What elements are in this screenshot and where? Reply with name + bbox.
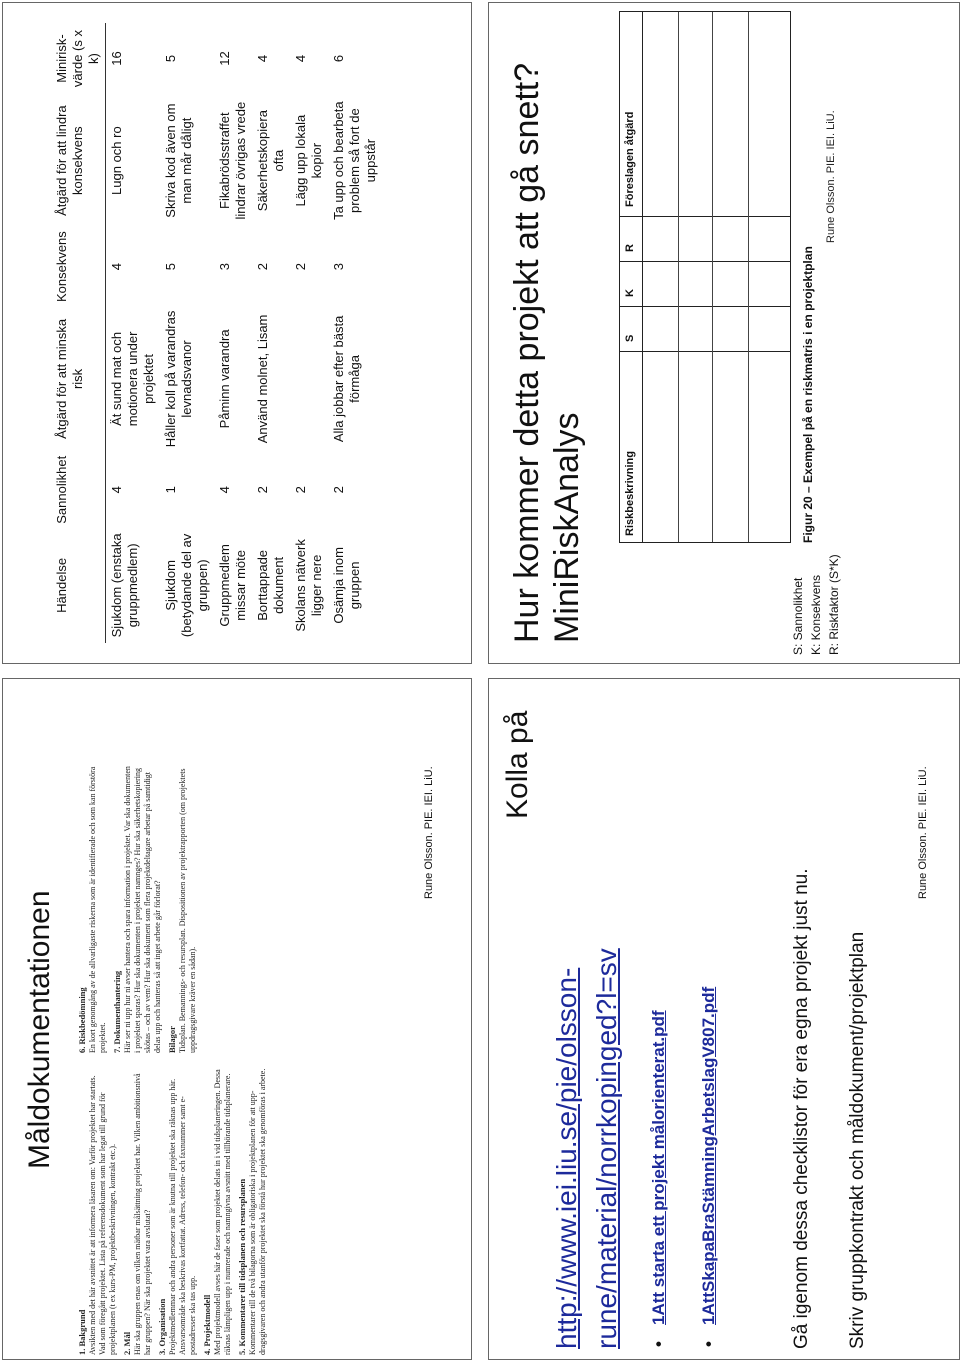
cell-value: 4	[293, 54, 308, 63]
doc-section-heading: 4. Projektmodell	[202, 1294, 212, 1355]
instruction-text: Skriv gruppkontrakt och måldokument/projektplan	[847, 931, 868, 1349]
grid-line	[620, 306, 790, 307]
cell-mitigate: Lägg upp lokala kopior	[293, 114, 324, 207]
header-consequence: Konsekvens	[51, 227, 106, 306]
cell-value: 5	[163, 54, 178, 63]
cell-mitigate: Säkerhetskopiera ofta	[255, 110, 286, 212]
cell-mitigate: Skriva kod även om man mår dåligt	[163, 103, 194, 218]
cell-probability: 1	[163, 486, 178, 494]
pdf-link-item[interactable]	[699, 987, 719, 1347]
cell-consequence: 2	[293, 263, 308, 271]
doc-section-text: Kommentarer till de två bilagorna som är obligatoriska i projektplanen för att upp-dragsgivaren och andra utanför projektet ska förstå hur projektet ska genomföras i arbete.	[248, 1068, 267, 1355]
cell-action: Alla jobbar efter bästa förmåga	[331, 315, 362, 443]
doc-section-heading: 5. Kommentarer till tidsplanen och resursplanen	[237, 1178, 247, 1355]
cell-event: Sjukdom (enstaka gruppmedlem)	[109, 533, 140, 638]
slide-maldokumentationen	[2, 678, 472, 1360]
doc-section-text: En kort genomgång av de allvarligaste riskerna som är identifierade och som kan förstöra projektet.	[88, 766, 107, 1053]
cell-action: Påminn varandra	[217, 329, 232, 429]
cell-mitigate: Fikabrödsstraffet lindrar övrigas vrede	[217, 101, 248, 220]
cell-mitigate: Ta upp och bearbeta problem så fort de uppstår	[331, 101, 378, 220]
slide-title: Hur kommer detta projekt att gå snett? MiniRiskAnalys	[508, 62, 586, 643]
slide-footer: Rune Olsson. PIE. IEI. LiU.	[917, 766, 929, 899]
pdf-link-item[interactable]	[649, 1010, 669, 1347]
cell-probability: 2	[255, 486, 270, 494]
header-probability: Sannolikhet	[51, 452, 106, 528]
legend-item: R: Riskfaktor (S*K)	[827, 554, 841, 655]
doc-section-heading: 6. Riskbedömning	[77, 987, 87, 1053]
grid-line	[620, 261, 790, 262]
cell-event: Gruppmedlem missar möte	[217, 544, 248, 627]
legend	[789, 554, 843, 655]
cell-action	[290, 306, 328, 452]
slide-footer: Rune Olsson. PIE. IEI. LiU.	[423, 766, 435, 899]
cell-value: 12	[217, 51, 232, 66]
grid-line	[748, 12, 749, 542]
table-row	[290, 23, 328, 643]
header-risk-description: Riskbeskrivning	[624, 451, 636, 536]
risk-matrix-header	[620, 12, 643, 542]
doc-section-text: Avsikten med det här avsnittet är att informera läsaren om: Varför projektet har startats. Vad som föregått projektet. Lista på referensdokument som har legat till grund för projektplanen (t ex kurs-PM, projektbeskrivningen, kontrakt etc.).	[88, 1075, 117, 1355]
doc-section-text: Projektmedlemmar och andra personer som är knutna till projektet ska räknas upp här. Ansvarsområde ska beskrivas kortfattat. Adress, telefon- och faxnummer samt e-postadresser ska tas upp.	[168, 1078, 197, 1355]
pdf-link-label[interactable]: 1Att starta ett projekt målorienterat.pdf	[649, 1010, 668, 1325]
header-action-reduce: Åtgärd för att minska risk	[51, 306, 106, 452]
slide-title: Måldokumentationen	[23, 890, 56, 1169]
legend-item: K: Konsekvens	[809, 574, 823, 655]
cell-probability: 4	[109, 486, 124, 494]
figure-caption: Figur 20 – Exempel på en riskmatris i en projektplan	[801, 246, 815, 543]
cell-action: Använd molnet, Lisam	[255, 314, 270, 444]
table-row	[106, 23, 161, 643]
header-value: Minirisk-värde (s x k)	[51, 23, 106, 94]
cell-value: 4	[255, 54, 270, 63]
risk-matrix-form	[619, 11, 791, 543]
header-proposed-action: Föreslagen åtgärd	[624, 111, 636, 207]
slide-risk-table	[2, 2, 472, 664]
cell-consequence: 3	[217, 263, 232, 271]
pdf-link-label[interactable]: 1AttSkapaBraStämningArbetslagV807.pdf	[699, 986, 718, 1325]
risk-table	[51, 23, 382, 643]
grid-line	[678, 12, 679, 542]
grid-line	[620, 351, 790, 352]
bullet-icon: •	[649, 1341, 668, 1347]
cell-action: Ät sund mat och motionera under projektet	[109, 331, 156, 427]
cell-event: Sjukdom (betydande del av gruppen)	[163, 533, 210, 638]
cell-value: 6	[331, 54, 346, 63]
doc-section-heading: 7. Dokumenthantering	[112, 970, 122, 1053]
slide-mini-risk-analysis	[488, 2, 960, 664]
header-r: R	[624, 244, 636, 252]
table-row	[252, 23, 290, 643]
legend-item: S: Sannolikhet	[791, 577, 805, 655]
table-row	[328, 23, 382, 643]
slide-footer: Rune Olsson. PIE. IEI. LiU.	[825, 110, 837, 243]
cell-probability: 2	[331, 486, 346, 494]
table-row	[160, 23, 214, 643]
cell-event: Osämja inom gruppen	[331, 547, 362, 624]
cell-consequence: 2	[255, 263, 270, 271]
risk-table-header-row	[51, 23, 106, 643]
doc-section-heading: 3. Organisation	[157, 1298, 167, 1355]
cell-event: Borttappade dokument	[255, 549, 286, 621]
document-column-right	[73, 763, 198, 1053]
cell-probability: 4	[217, 486, 232, 494]
table-row	[214, 23, 252, 643]
material-url-link[interactable]: http://www.iei.liu.se/pie/olsson-rune/material/norrkopinged?l=sv	[551, 948, 622, 1349]
document-column-left	[73, 1065, 268, 1355]
cell-action: Håller koll på varandras levnadsvanor	[163, 310, 194, 448]
header-action-mitigate: Åtgärd för att lindra konsekvens	[51, 94, 106, 227]
cell-mitigate: Lugn och ro	[109, 126, 124, 195]
doc-section-text: Här ska gruppen enas om vilken mätbar målsättning projektet har. Vilken ambitionsnivå har gruppen? När ska projektet vara avslutat?	[133, 1073, 152, 1355]
cell-consequence: 3	[331, 263, 346, 271]
bullet-icon: •	[699, 1341, 718, 1347]
grid-line	[620, 216, 790, 217]
grid-line	[712, 12, 713, 542]
cell-consequence: 4	[109, 263, 124, 271]
doc-section-text: Här ser ni upp hur ni avser hantera och spara information i projektet. Var ska dokumenten i projektet sparas? Hur ska dokumenten i projektet namnges? Hur ska säkerhetskopiering skötas – och av vem? Hur ska dokument som flera projektdeltagare arbetar på samtidigt delas upp och hanteras så att inget arbete går förlorat?	[123, 766, 162, 1053]
slide-kolla-pa	[488, 678, 960, 1360]
slide-heading: Kolla på	[501, 710, 534, 819]
header-s: S	[624, 334, 636, 342]
cell-consequence: 5	[163, 263, 178, 271]
cell-probability: 2	[293, 486, 308, 494]
doc-section-heading: 1. Bakgrund	[77, 1309, 87, 1355]
instruction-text: Gå igenom dessa checklistor för era egna projekt just nu.	[791, 868, 812, 1349]
cell-event: Skolans nätverk ligger nere	[293, 539, 324, 632]
doc-section-text: Tidsplan. Bemannings- och resursplan. Dispositionen av projektrapporten (om projektets uppdragsgivare kräver en sådan).	[178, 768, 197, 1053]
doc-section-heading: Bilagor	[167, 1026, 177, 1053]
doc-section-heading: 2. Mål	[122, 1331, 132, 1355]
header-event: Händelse	[51, 528, 106, 643]
document-scan	[73, 759, 343, 1359]
cell-value: 16	[109, 51, 124, 66]
header-k: K	[624, 289, 636, 297]
doc-section-text: Med projektmodell avses här de faser som projektet delats in i vid tidsplaneringen. Dessa räknas lämpligen upp i numrerade och namngivna avsnitt med tillhörande tidsplanerare.	[213, 1069, 232, 1355]
